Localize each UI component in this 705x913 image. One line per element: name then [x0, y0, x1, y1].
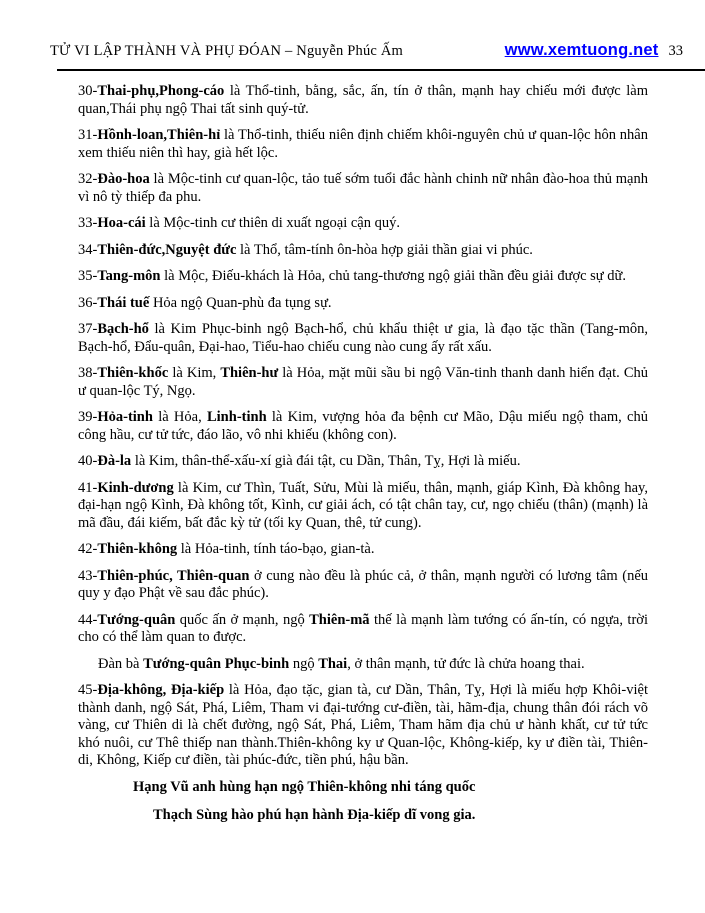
paragraph-37 [78, 321, 648, 356]
quote-line-2 [153, 807, 648, 825]
text-run: là Hỏa, mặt mũi sầu bi ngộ Văn-tinh thanh danh hiển đạt. Chủ ư quan-lộc Tý, Ngọ. [78, 365, 648, 399]
paragraph-42 [78, 541, 648, 559]
bold-text-run: Thai [318, 655, 348, 672]
bold-text-run: Thạch Sùng hào phú hạn hành Địa-kiếp dĩ vong gia. [153, 807, 476, 823]
bold-text-run: Địa-không, Địa-kiếp [97, 682, 225, 698]
paragraph-30 [78, 83, 648, 118]
bold-text-run: Thiên-phúc, Thiên-quan [97, 567, 250, 584]
text-run: 31- [78, 127, 98, 143]
text-run: , ở thân mạnh, tử đức là chửa hoang thai. [347, 655, 585, 672]
text-run: là Thổ-tinh, thiếu niên định chiếm khôi-nguyên chủ ư quan-lộc hôn nhân xem thiếu niên thì hay, già hết lộc. [78, 127, 648, 161]
page-header [50, 41, 683, 60]
bold-text-run: Tang-môn [97, 268, 161, 284]
text-run: là Kim, thân-thể-xấu-xí già đái tật, cu Dần, Thân, Tỵ, Hợi là miếu. [131, 453, 521, 469]
bold-text-run: Thiên-mã [309, 611, 370, 628]
text-run: 35- [78, 268, 98, 284]
text-run: 45- [78, 682, 98, 698]
paragraph-45 [78, 682, 648, 770]
text-run: là Mộc-tinh cư thiên di xuất ngoại cận quý. [145, 215, 400, 231]
text-run: là Mộc, Điếu-khách là Hỏa, chủ tang-thương ngộ giải thần đều giải được sự dữ. [160, 268, 627, 284]
text-run: 41- [78, 479, 98, 496]
text-run: quốc ấn ở mạnh, ngộ [175, 611, 310, 628]
page-number: 33 [668, 43, 683, 59]
text-run: 43- [78, 567, 98, 584]
paragraph-40 [78, 453, 648, 471]
bold-text-run: Hạng Vũ anh hùng hạn ngộ Thiên-không nhi táng quốc [133, 778, 476, 795]
text-run: là Kim Phục-binh ngộ Bạch-hổ, chủ khẩu thiệt ư gia, là đạo tặc thần (Tang-môn, Bạch-hổ, Đẩu-quân, Đại-hao, Tiểu-hao chiếu cung nào cung ấy rất xấu. [78, 321, 648, 355]
paragraph-39 [78, 409, 648, 444]
text-run: 37- [78, 321, 98, 337]
text-run: là Kim, [168, 365, 221, 381]
paragraph-41 [78, 480, 648, 533]
paragraph-33 [78, 215, 648, 233]
bold-text-run: Thiên-hư [220, 365, 279, 381]
text-run: ở cung nào đều là phúc cả, ở thân, mạnh người có lương tâm (nếu quy y đạo Phật về sau đắc phúc). [78, 567, 648, 601]
bold-text-run: Thiên-khốc [97, 365, 169, 381]
paragraph-36 [78, 295, 648, 313]
text-run: Hỏa ngộ Quan-phù đa tụng sự. [149, 294, 332, 311]
text-run: 40- [78, 453, 98, 469]
paragraph-38 [78, 365, 648, 400]
text-run: 39- [78, 409, 98, 425]
text-run: thế là mạnh làm tướng có ấn-tín, có ngựa, trời cho có thể làm quan to được. [78, 611, 648, 645]
text-run: 44- [78, 611, 98, 628]
bold-text-run: Thiên-đức,Nguyệt đức [97, 241, 237, 258]
text-run: ngộ [289, 655, 319, 672]
text-run: 30- [78, 83, 98, 99]
text-run: là Hỏa, [152, 409, 207, 425]
bold-text-run: Hoa-cái [97, 215, 146, 231]
text-run: là Mộc-tinh cư quan-lộc, tảo tuế sớm tuổi đắc hành chinh nữ nhân đào-hoa thủ mạnh vì nô tỳ thiếp đa phu. [78, 171, 648, 205]
document-body [78, 83, 648, 825]
paragraph-34 [78, 242, 648, 260]
paragraph-note-danba [78, 656, 648, 674]
text-run: là Thổ, tâm-tính ôn-hòa hợp giải thần giai vi phúc. [236, 241, 533, 258]
bold-text-run: Đà-la [97, 453, 132, 469]
bold-text-run: Bạch-hổ [97, 321, 149, 337]
text-run: là Kim, vượng hỏa đa bệnh cư Mão, Dậu miếu ngộ tham, chủ công hầu, cư tử tức, đáo lão, vô nhi khiếu (không con). [78, 409, 648, 443]
bold-text-run: Tướng-quân [97, 611, 176, 628]
bold-text-run: Linh-tinh [206, 409, 267, 425]
bold-text-run: Hồnh-loan,Thiên-hỉ [97, 127, 221, 143]
text-run: là Hỏa, đạo tặc, gian tà, cư Dần, Thân, Tỵ, Hợi là miếu hợp Khôi-việt thành danh, ngộ Sát, Phá, Liêm, Tham vi đại-tướng cư-điền, tài, hãm-địa, chung thân đói rách võ vàng, cư Thiên di là chết đường, ngộ Sát, Phá, Liêm, Tham hãm địa chủ ư hành khất, cư tử tức khó nuôi, cư Thê thiếp nan thành.Thiên-không ky ư Quan-lộc, Không-kiếp, ky ư điền tài, Thiên-di, Không, Kiếp cư điền, tài phúc-đức, tiền phú, hậu bần. [78, 682, 648, 768]
bold-text-run: Thai-phụ,Phong-cáo [97, 83, 225, 99]
text-run: 33- [78, 215, 98, 231]
text-run: 38- [78, 365, 98, 381]
header-divider [57, 69, 705, 71]
text-run: 36- [78, 294, 98, 311]
paragraph-35 [78, 268, 648, 286]
website-link[interactable]: www.xemtuong.net [504, 41, 659, 59]
text-run: 32- [78, 171, 98, 187]
text-run: 42- [78, 541, 98, 557]
quote-line-1 [133, 779, 648, 797]
document-title: TỬ VI LẬP THÀNH VÀ PHỤ ĐÓAN – Nguyễn Phúc Ấm [50, 43, 404, 59]
paragraph-31 [78, 127, 648, 162]
bold-text-run: Thiên-không [97, 541, 178, 557]
bold-text-run: Tướng-quân Phục-binh [143, 655, 290, 672]
bold-text-run: Hỏa-tinh [97, 409, 153, 425]
text-run: là Hỏa-tinh, tính táo-bạo, gian-tà. [177, 541, 375, 557]
text-run: 34- [78, 241, 98, 258]
text-run: là Kim, cư Thìn, Tuất, Sửu, Mùi là miếu, thân, mạnh, giáp Kình, Đà không hay, đại-hạn ngộ Kình, Đà không tốt, Kình, cư giải ách, có tật chân tay, cư, ngọ chiếu (thân) (mạnh) là mã đầu, đái kiếm, bất đắc kỳ tử (tối ky Quan, thê, tử cung). [78, 479, 648, 531]
paragraph-44 [78, 612, 648, 647]
bold-text-run: Thái tuế [97, 294, 150, 311]
bold-text-run: Kinh-dương [97, 479, 174, 496]
paragraph-43 [78, 568, 648, 603]
bold-text-run: Đào-hoa [97, 171, 150, 187]
text-run: Đàn bà [98, 655, 144, 672]
text-run: là Thổ-tinh, bằng, sắc, ấn, tín ở thân, mạnh hay chiếu mới được làm quan,Thái phụ ngộ Thai tất sinh quý-tử. [78, 83, 648, 117]
paragraph-32 [78, 171, 648, 206]
